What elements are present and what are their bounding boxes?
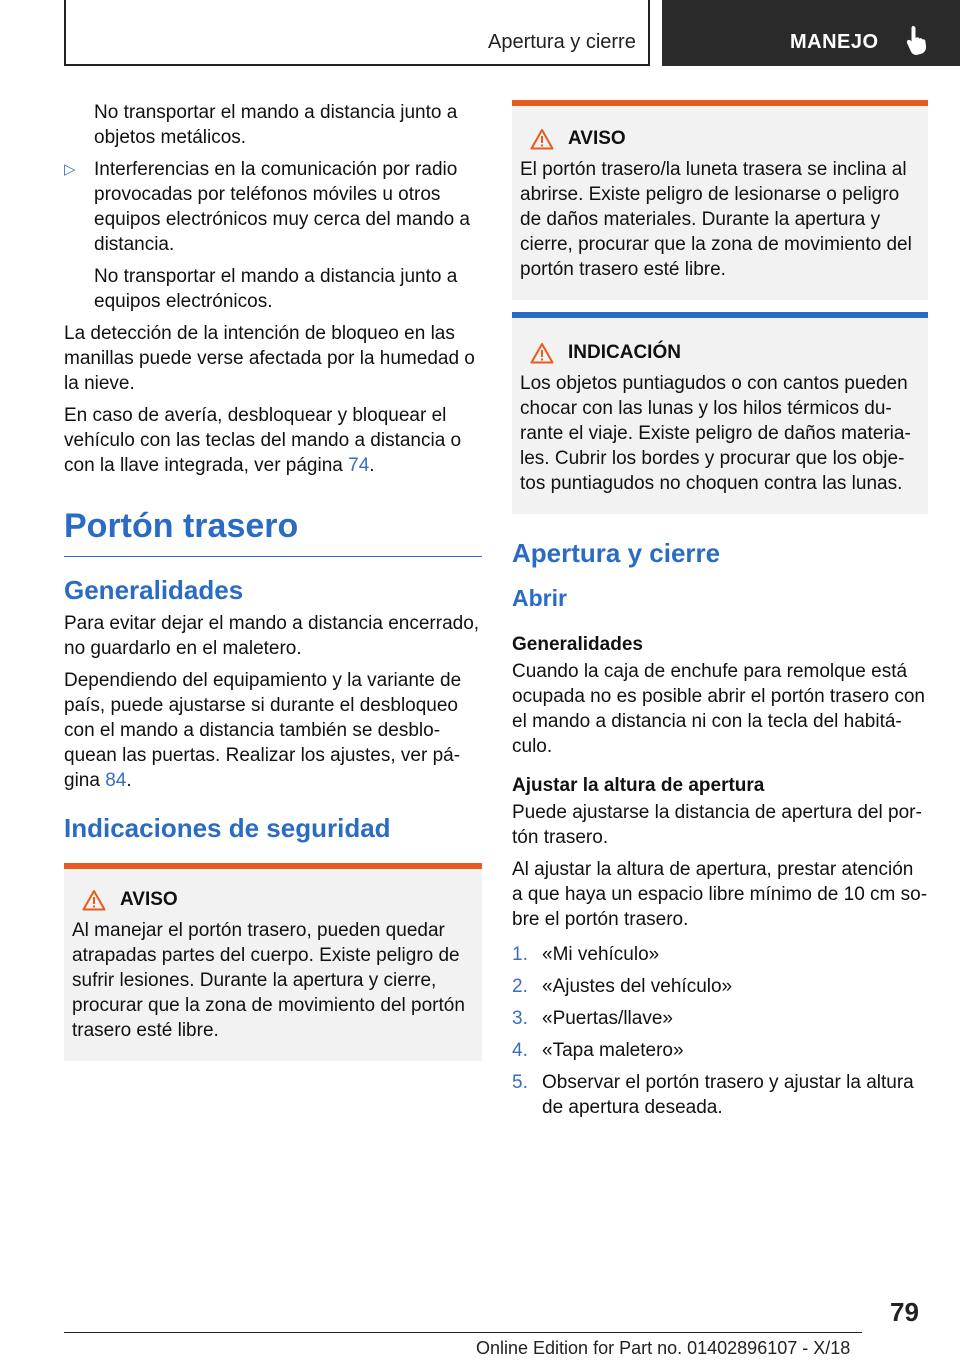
heading-abrir: Abrir [512,585,567,611]
paragraph: La detección de la intención de bloqueo en las manillas puede verse afectada por la humedad o la nieve. [64,323,475,394]
step-number: 4. [512,1040,528,1061]
paragraph: No transportar el mando a distancia junto a equipos electrónicos. [94,266,458,312]
heading-apertura-cierre: Apertura y cierre [512,538,721,568]
bullet-item [64,157,482,257]
warning-box [64,863,482,1061]
paragraph-end: . [126,770,132,791]
heading-generalidades: Generalidades [512,634,643,655]
notice-triangle-icon [530,342,554,364]
warning-triangle-icon [530,128,554,150]
step-number: 3. [512,1008,528,1029]
step-number: 1. [512,944,528,965]
heading-safety: Indicaciones de seguridad [64,813,391,843]
step-item [512,974,928,999]
warning-box [512,100,928,300]
step-text: Observar el portón trasero y ajustar la altura de apertura deseada. [542,1072,914,1118]
paragraph: Puede ajustarse la distancia de apertura del portón trasero. [512,802,922,848]
page-header [0,0,960,66]
warning-label: AVISO [568,128,626,149]
warning-triangle-icon [82,889,106,911]
left-column [64,100,482,1061]
paragraph: Al ajustar la altura de apertura, prestar atención a que haya un espacio libre mínimo de 10 cm sobre el portón trasero. [512,859,928,930]
warning-header [530,126,920,151]
steps-list [512,942,928,1120]
paragraph-text: Dependiendo del equipamiento y la variante de país, puede ajustarse si durante el desbloqueo con el mando a distancia también se desbloquean las puertas. Realizar los ajustes, ver página [64,670,462,791]
step-item [512,1006,928,1031]
chapter-tab [662,0,960,66]
paragraph [64,403,482,478]
paragraph: No transportar el mando a distancia junto a objetos metálicos. [94,102,458,148]
edition-footer: Online Edition for Part no. 01402896107 - X/18 [476,1338,851,1358]
step-text: «Mi vehículo» [542,944,660,965]
section-title: Portón trasero [64,506,482,557]
step-item [512,1070,928,1120]
warning-text: El portón trasero/la luneta trasera se inclina al abrirse. Existe peligro de lesionarse o peligro de daños materiales. Durante la apertura y cierre, procurar que la zona de movimiento del portón trasero esté libre. [520,159,912,280]
right-column [512,100,928,1127]
notice-text: Los objetos puntiagudos o con cantos pueden chocar con las lunas y los hilos térmicos durante el viaje. Existe peligro de daños materiales. Cubrir los bordes y procurar que los objetos puntiagudos no choquen contra las lunas. [520,373,911,494]
step-number: 2. [512,976,528,997]
page-link-74[interactable]: 74 [348,455,370,476]
paragraph-end: . [369,455,375,476]
page-link-84[interactable]: 84 [105,770,127,791]
warning-label: AVISO [120,889,178,910]
triangle-bullet-icon: ▷ [64,161,76,178]
header-section-title: Apertura y cierre [488,31,636,53]
paragraph [64,668,482,793]
paragraph: Para evitar dejar el mando a distancia encerrado, no guardarlo en el maletero. [64,613,480,659]
paragraph-text: En caso de avería, desbloquear y bloquear el vehículo con las teclas del mando a distancia o con la llave integrada, ver página [64,405,462,476]
step-text: «Puertas/llave» [542,1008,673,1029]
heading-adjust-height: Ajustar la altura de apertura [512,775,765,796]
heading-generalidades: Generalidades [64,575,244,605]
step-item [512,1038,928,1063]
step-item [512,942,928,967]
pointing-hand-icon [904,24,932,56]
warning-header [82,887,474,912]
step-number: 5. [512,1072,528,1093]
warning-text: Al manejar el portón trasero, pueden quedar atrapadas partes del cuerpo. Existe peligro de sufrir lesiones. Durante la apertura y cierre, procurar que la zona de movimiento del portón trasero esté libre. [72,920,465,1041]
paragraph: Cuando la caja de enchufe para remolque está ocupada no es posible abrir el portón trasero con el mando a distancia ni con la tecla del habitáculo. [512,661,925,757]
footer-divider [64,1332,862,1333]
step-text: «Ajustes del vehículo» [542,976,733,997]
chapter-label: MANEJO [790,31,879,53]
notice-label: INDICACIÓN [568,342,681,363]
notice-header [530,340,920,365]
notice-box [512,312,928,514]
bullet-text: Interferencias en la comunicación por radio provocadas por teléfonos móviles u otros equipos electrónicos muy cerca del mando a distancia. [94,159,470,255]
step-text: «Tapa maletero» [542,1040,684,1061]
page-number: 79 [890,1297,919,1327]
